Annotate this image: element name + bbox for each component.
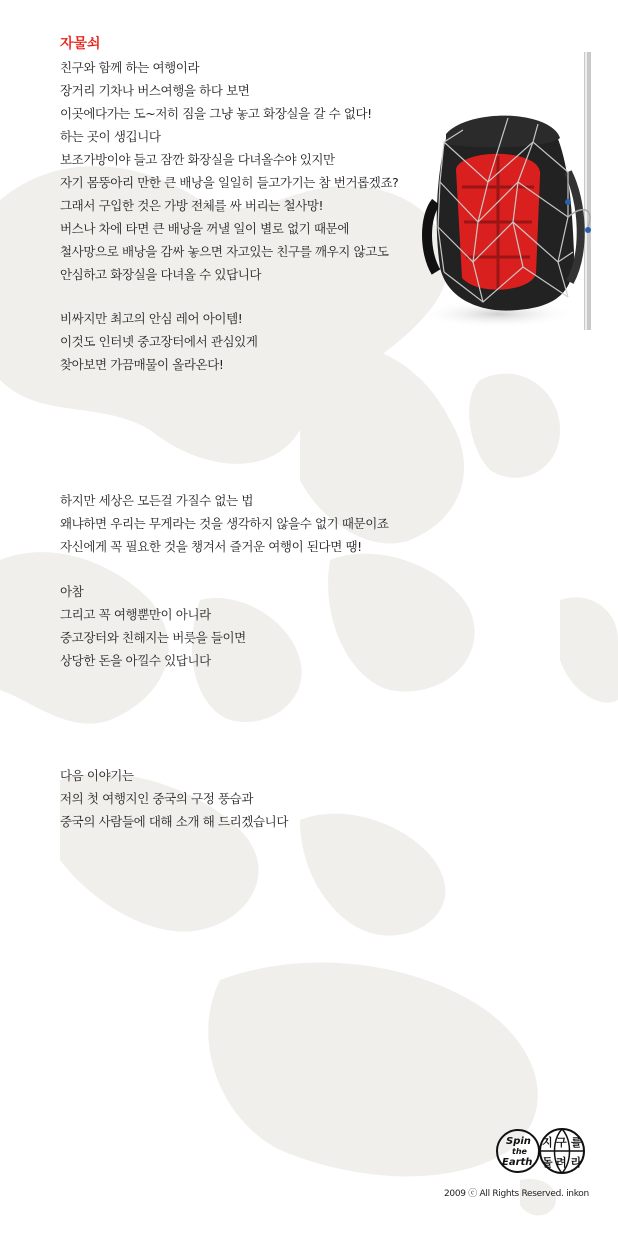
logo-text-ji: 지 bbox=[542, 1136, 553, 1149]
text-line: 하지만 세상은 모든걸 가질수 없는 법 bbox=[60, 493, 253, 508]
text-line: 중국의 사람들에 대해 소개 해 드리겠습니다 bbox=[60, 814, 289, 829]
backpack-image bbox=[418, 52, 604, 334]
text-line: 안심하고 화장실을 다녀올 수 있답니다 bbox=[60, 267, 262, 282]
text-line: 보조가방이야 들고 잠깐 화장실을 다녀올수야 있지만 bbox=[60, 152, 335, 167]
text-line: 아참 bbox=[60, 584, 84, 599]
paragraph-rare-item bbox=[60, 307, 258, 376]
text-line: 이곳에다가는 도~저히 짐을 그냥 놓고 화장실을 갈 수 없다! bbox=[60, 106, 372, 121]
text-line: 그리고 꼭 여행뿐만이 아니라 bbox=[60, 607, 211, 622]
section-title: 자물쇠 bbox=[60, 36, 101, 52]
paragraph-lock-intro bbox=[60, 56, 398, 286]
text-line: 왜냐하면 우리는 무게라는 것을 생각하지 않을수 없기 때문이죠 bbox=[60, 516, 389, 531]
paragraph-used-market bbox=[60, 580, 246, 672]
logo-text-spin: Spin bbox=[506, 1136, 531, 1147]
logo-text-ryeo: 려 bbox=[556, 1156, 567, 1169]
text-line: 저의 첫 여행지인 중국의 구정 풍습과 bbox=[60, 791, 253, 806]
text-line: 자신에게 꼭 필요한 것을 챙겨서 즐거운 여행이 된다면 땡! bbox=[60, 539, 362, 554]
copyright-text: 2009 ⓒ All Rights Reserved. inkon bbox=[444, 1189, 589, 1199]
text-line: 장거리 기차나 버스여행을 하다 보면 bbox=[60, 83, 250, 98]
logo-text-earth: Earth bbox=[502, 1157, 533, 1168]
paragraph-weight bbox=[60, 489, 389, 558]
text-line: 하는 곳이 생깁니다 bbox=[60, 129, 161, 144]
globe-logo bbox=[496, 1122, 590, 1180]
text-line: 찾아보면 가끔매물이 올라온다! bbox=[60, 357, 224, 372]
text-line: 그래서 구입한 것은 가방 전체를 싸 버리는 철사망! bbox=[60, 198, 324, 213]
text-line: 버스나 차에 타면 큰 배낭을 꺼낼 일이 별로 없기 때문에 bbox=[60, 221, 350, 236]
text-line: 다음 이야기는 bbox=[60, 768, 134, 783]
text-line: 비싸지만 최고의 안심 레어 아이템! bbox=[60, 311, 243, 326]
text-line: 철사망으로 배낭을 감싸 놓으면 자고있는 친구를 깨우지 않고도 bbox=[60, 244, 389, 259]
logo-text-the: the bbox=[512, 1147, 527, 1156]
logo-text-dol: 돌 bbox=[542, 1156, 553, 1169]
text-line: 자기 몸뚱아리 만한 큰 배낭을 일일히 들고가기는 참 번거롭겠죠? bbox=[60, 175, 399, 190]
text-line: 이것도 인터넷 중고장터에서 관심있게 bbox=[60, 334, 258, 349]
text-line: 친구와 함께 하는 여행이라 bbox=[60, 60, 200, 75]
text-line: 중고장터와 친해지는 버릇을 들이면 bbox=[60, 630, 246, 645]
paragraph-next-story bbox=[60, 764, 288, 833]
logo-text-reul: 를 bbox=[571, 1136, 582, 1149]
logo-text-gu: 구 bbox=[556, 1136, 567, 1149]
logo-text-ra: 라 bbox=[571, 1156, 582, 1169]
text-line: 상당한 돈을 아낄수 있답니다 bbox=[60, 653, 211, 668]
